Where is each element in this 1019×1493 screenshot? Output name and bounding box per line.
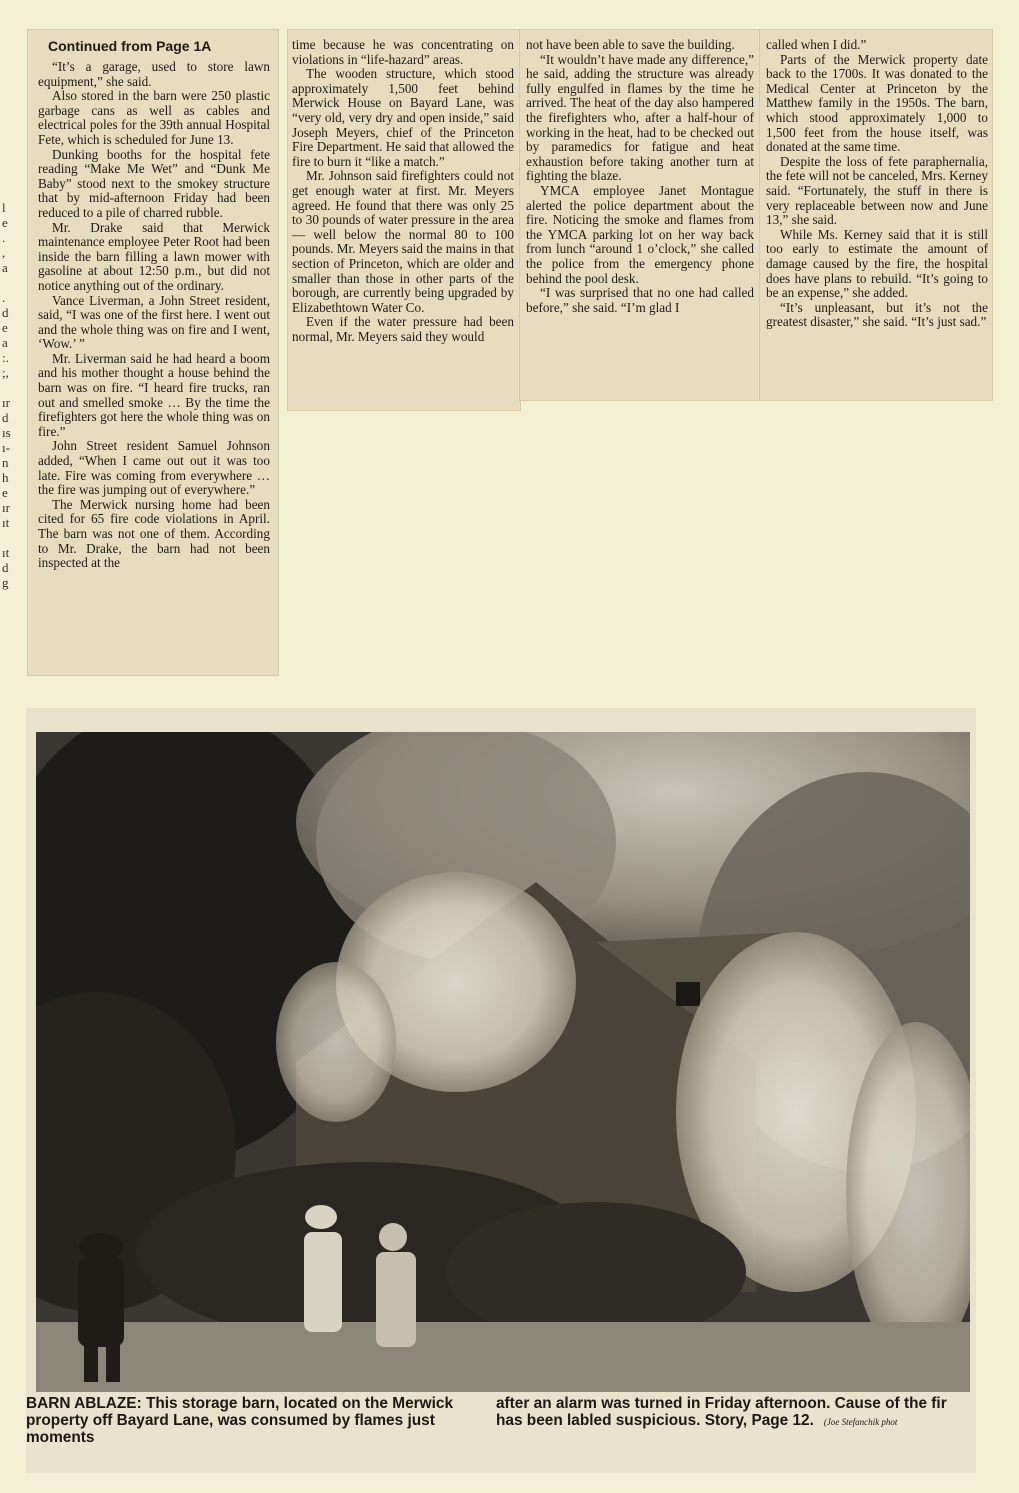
paragraph: time because he was concentrating on violations in “life-hazard” areas.	[292, 37, 514, 67]
paragraph: The wooden structure, which stood approximately 1,500 feet behind Merwick House on Bayard Lane, was “very old, very dry and open inside,” said Joseph Meyers, chief of the Princeton Fire Department. He said that allowed the fire to burn it “like a match.”	[292, 66, 514, 169]
paragraph: YMCA employee Janet Montague alerted the police department about the fire. Noticing the smoke and flames from the YMCA parking lot on her way back from lunch “around 1 o’clock,” she called the police from the emergency phone behind the pool desk.	[526, 182, 754, 286]
barn-fire-photo	[36, 732, 970, 1392]
barn-fire-illustration	[36, 732, 970, 1392]
edge-letter: h	[2, 470, 9, 485]
edge-letter: .	[2, 230, 6, 245]
article-column-4	[760, 30, 992, 400]
edge-letter: a	[2, 260, 8, 275]
article-column-3	[520, 30, 760, 400]
edge-letter: .	[2, 290, 6, 305]
paragraph: Parts of the Merwick property date back to the 1700s. It was donated to the Medical Center at Princeton by the Matthew family in the 1950s. The barn, which stood approximately 1,000 to 1,500 feet from the house itself, was donated at the same time.	[766, 51, 988, 155]
edge-letter: :.	[2, 350, 9, 365]
edge-letter: ıt	[2, 545, 10, 560]
edge-letter: ,	[2, 245, 6, 260]
edge-letter: d	[2, 305, 9, 320]
article-column-1	[28, 30, 278, 675]
edge-letter: ır	[2, 395, 10, 410]
photo-caption	[26, 1393, 976, 1468]
paragraph: called when I did.”	[766, 37, 867, 52]
photo-clipping	[26, 708, 976, 1473]
edge-letter	[2, 530, 22, 545]
edge-letter: n	[2, 455, 9, 470]
edge-letter: ıs	[2, 425, 11, 440]
caption-lead: BARN ABLAZE:	[26, 1395, 142, 1412]
edge-letter	[2, 275, 22, 290]
paragraph: Dunking booths for the hospital fete reading “Make Me Wet” and “Dunk Me Baby” stood next to the smokey structure that by mid-afternoon Friday had been reduced to a pile of charred rubble.	[38, 146, 270, 220]
edge-letter: e	[2, 320, 8, 335]
article-column-2	[288, 30, 520, 410]
paragraph: “It’s unpleasant, but it’s not the greatest disaster,” she said. “It’s just sad.”	[766, 299, 988, 330]
edge-letter: e	[2, 215, 8, 230]
paragraph: Despite the loss of fete paraphernalia, the fete will not be canceled, Mrs. Kerney said. “Fortunately, the stuff in there is very replaceable between now and June 13,” she said.	[766, 153, 988, 228]
paragraph: While Ms. Kerney said that it is still too early to estimate the amount of damage caused by the fire, the hospital does have plans to rebuild. “It’s going to be an expense,” she added.	[766, 226, 988, 301]
edge-letter: ı-	[2, 440, 10, 455]
caption-text-left: This storage barn, located on the Merwick property off Bayard Lane, was consumed by flames just moments	[26, 1395, 454, 1446]
photo-credit: (Joe Stefanchik phot	[823, 1417, 898, 1427]
continued-label: Continued from Page 1A	[48, 38, 212, 54]
edge-letter: ıt	[2, 515, 10, 530]
edge-letter	[2, 380, 22, 395]
edge-letter: e	[2, 485, 8, 500]
edge-letter: d	[2, 560, 9, 575]
paragraph: Also stored in the barn were 250 plastic garbage cans as well as cables and electrical poles for the 39th annual Hospital Fete, which is scheduled for June 13.	[38, 88, 270, 147]
paragraph: Vance Liverman, a John Street resident, said, “I was one of the first here. I went out and the whole thing was on fire and I went, ‘Wow.’ ”	[38, 292, 270, 352]
paragraph: Even if the water pressure had been normal, Mr. Meyers said they would	[292, 314, 514, 344]
paragraph: The Merwick nursing home had been cited for 65 fire code violations in April. The barn was not one of them. According to Mr. Drake, the barn had not been inspected at the	[38, 496, 270, 571]
paragraph: John Street resident Samuel Johnson added, “When I came out out it was too late. Fire was coming from everywhere … the fire was jumping out of everywhere.”	[38, 438, 270, 498]
edge-letter: d	[2, 410, 9, 425]
caption-text-right: after an alarm was turned in Friday afternoon. Cause of the fir has been labled suspicious. Story, Page 12.	[496, 1395, 947, 1429]
paragraph: “It’s a garage, used to store lawn equipment,” she said.	[38, 59, 270, 89]
paragraph: Mr. Johnson said firefighters could not get enough water at first. Mr. Meyers agreed. He found that there was only 25 to 30 pounds of water pressure in the area — well below the normal 80 to 100 pounds. Mr. Meyers said the mains in that section of Princeton, which are older and smaller than those in other parts of the borough, are currently being upgraded by Elizabethtown Water Co.	[292, 168, 514, 315]
edge-letter: ır	[2, 500, 10, 515]
caption-right	[496, 1395, 974, 1431]
paragraph: “I was surprised that no one had called before,” she said. “I’m glad I	[526, 285, 754, 315]
caption-left	[26, 1395, 496, 1446]
paragraph: Mr. Liverman said he had heard a boom and his mother thought a house behind the barn was on fire. “I heard fire trucks, ran out and smelled smoke … By the time the firefighters got here the whole thing was on fire.”	[38, 350, 270, 439]
edge-letter: ;,	[2, 365, 9, 380]
clipped-edge-letters	[2, 200, 22, 590]
edge-letter: g	[2, 575, 9, 590]
edge-letter: a	[2, 335, 8, 350]
paragraph: “It wouldn’t have made any difference,” he said, adding the structure was already fully engulfed in flames by the time he arrived. The heat of the day also hampered the firefighters who, after a half-hour of working in the heat, had to be checked out by paramedics for fatigue and heat exhaustion before taking another turn at fighting the blaze.	[526, 51, 754, 184]
paragraph: not have been able to save the building.	[526, 37, 735, 52]
edge-letter: l	[2, 200, 6, 215]
paragraph: Mr. Drake said that Merwick maintenance employee Peter Root had been inside the barn filling a lawn mower with gasoline at about 12:50 p.m., but did not notice anything out of the ordinary.	[38, 219, 270, 293]
